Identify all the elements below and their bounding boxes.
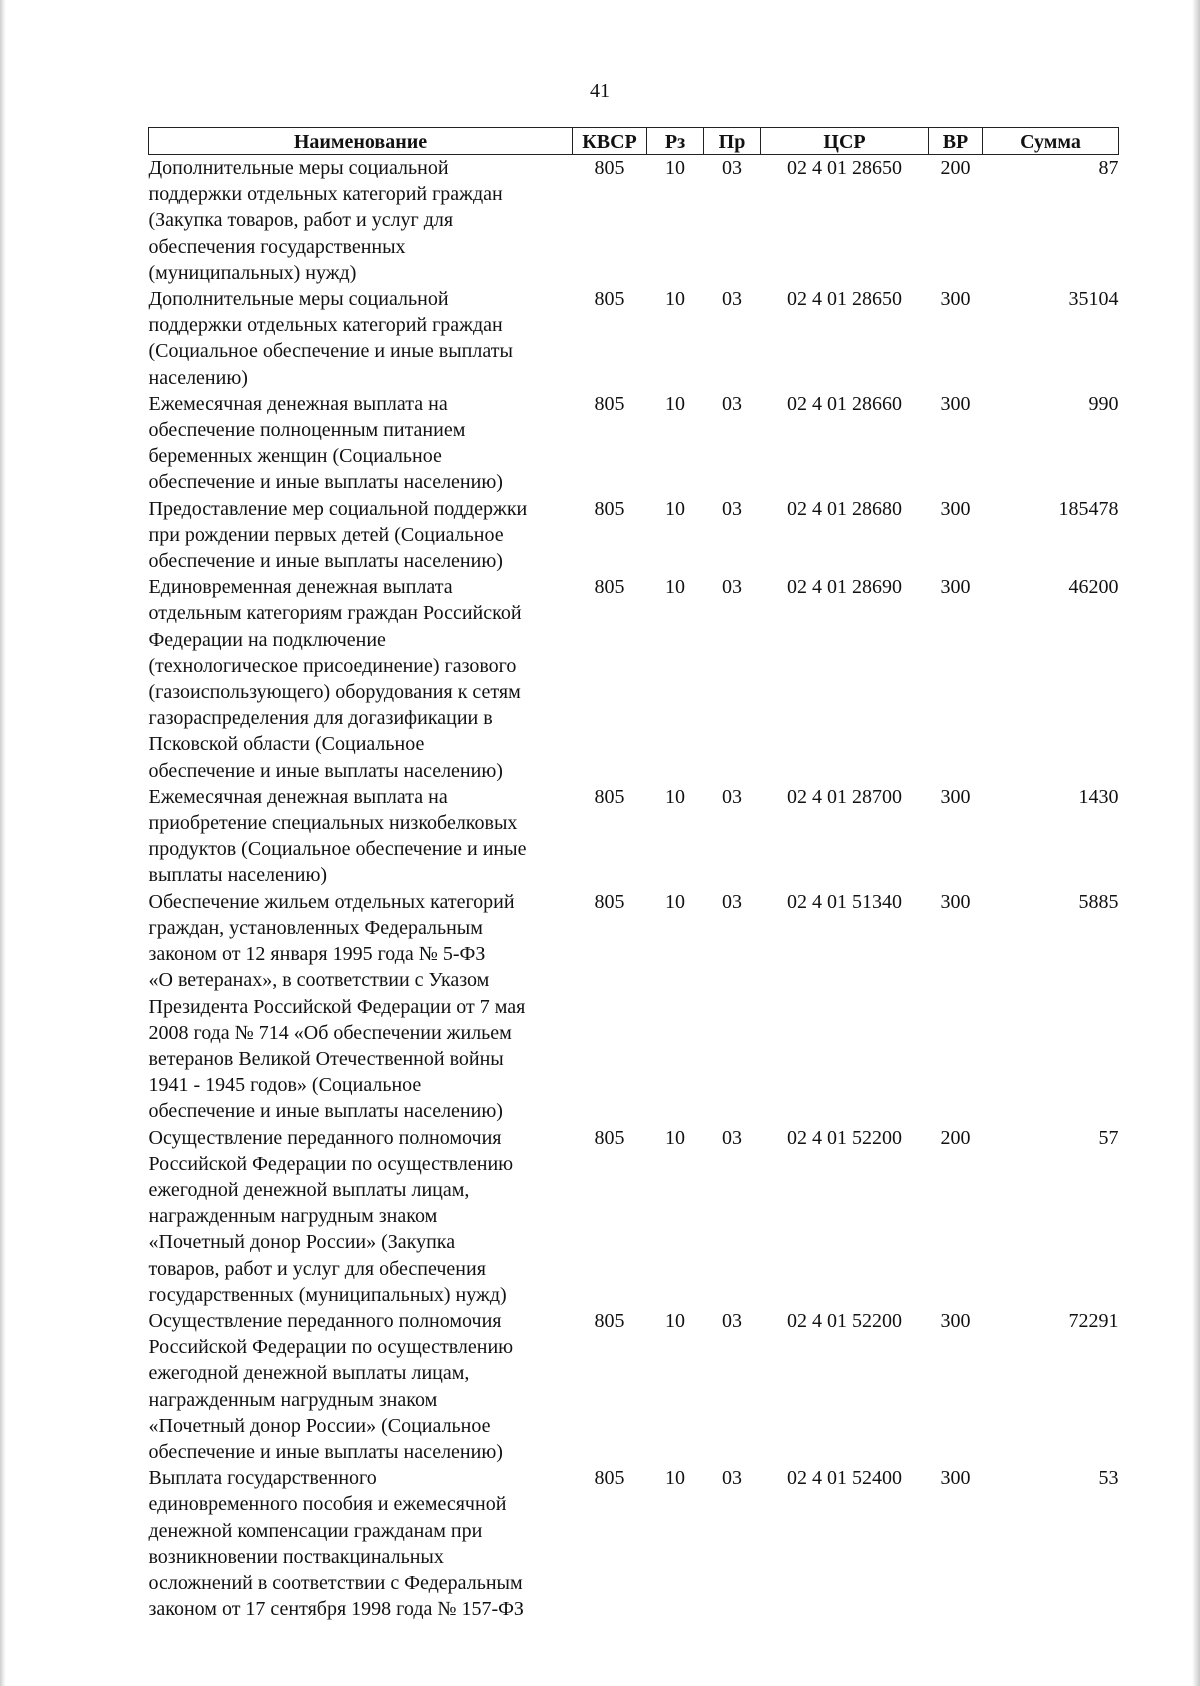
cell-kvsr: 805 (594, 157, 625, 179)
name-line: при рождении первых детей (Социальное (148, 523, 504, 546)
cell-csr: 02 4 01 28660 (787, 392, 902, 415)
name-line: Осуществление переданного полномочия (148, 1309, 502, 1332)
scan-edge-right (1192, 0, 1200, 1686)
cell-sum: 72291 (1068, 1309, 1119, 1332)
table-row (149, 784, 1119, 889)
name-line: награжденным нагрудным знаком (148, 1205, 438, 1228)
name-line: обеспечение и иные выплаты населению) (148, 1440, 503, 1463)
cell-pr: 03 (722, 497, 742, 520)
name-line: законом от 12 января 1995 года № 5-ФЗ (148, 943, 486, 966)
name-line: (Социальное обеспечение и иные выплаты (148, 340, 513, 363)
name-line: ежегодной денежной выплаты лицам, (148, 1362, 470, 1385)
budget-table (148, 127, 1119, 1622)
table-body (149, 155, 1119, 1623)
scan-edge-left (0, 0, 6, 1686)
cell-sum: 990 (1088, 392, 1119, 415)
name-line: Российской Федерации по осуществлению (148, 1336, 514, 1359)
cell-sum: 87 (1098, 157, 1119, 179)
name-line: ежегодной денежной выплаты лицам, (148, 1178, 470, 1201)
name-line: (газоиспользующего) оборудования к сетям (148, 681, 521, 704)
cell-pr: 03 (722, 288, 742, 311)
cell-kvsr: 805 (594, 497, 625, 520)
table-row (149, 889, 1119, 1125)
cell-pr: 03 (722, 890, 742, 913)
name-line: ветеранов Великой Отечественной войны (148, 1047, 504, 1070)
table-header-row (149, 128, 1119, 155)
cell-name (149, 1308, 573, 1465)
name-line: обеспечение полноценным питанием (148, 419, 466, 442)
cell-name (149, 889, 573, 1125)
cell-name (149, 574, 573, 784)
name-line: Дополнительные меры социальной (148, 157, 449, 179)
cell-name (149, 391, 573, 496)
header-kvsr: КВСР (573, 128, 647, 155)
header-rz: Рз (647, 128, 704, 155)
cell-vr: 300 (940, 392, 971, 415)
header-pr: Пр (704, 128, 761, 155)
name-line: граждан, установленных Федеральным (148, 916, 483, 939)
cell-pr: 03 (722, 1126, 742, 1149)
name-line: 1941 - 1945 годов» (Социальное (148, 1074, 422, 1097)
table-row (149, 155, 1119, 287)
cell-vr: 300 (940, 1467, 971, 1490)
cell-csr: 02 4 01 28700 (787, 785, 902, 808)
header-vr: ВР (929, 128, 983, 155)
name-line: (муниципальных) нужд) (148, 261, 357, 284)
name-line: Предоставление мер социальной поддержки (148, 497, 528, 520)
name-line: Псковской области (Социальное (148, 733, 425, 756)
name-line: беременных женщин (Социальное (148, 445, 442, 468)
cell-vr: 300 (940, 497, 971, 520)
cell-rz: 10 (665, 576, 685, 599)
cell-kvsr: 805 (594, 1126, 625, 1149)
cell-rz: 10 (665, 785, 685, 808)
name-line: газораспределения для догазификации в (148, 707, 493, 730)
cell-pr: 03 (722, 392, 742, 415)
cell-vr: 300 (940, 785, 971, 808)
cell-rz: 10 (665, 1309, 685, 1332)
table-row (149, 1308, 1119, 1465)
name-line: населению) (148, 366, 248, 389)
name-line: единовременного пособия и ежемесячной (148, 1493, 507, 1516)
cell-rz: 10 (665, 1126, 685, 1149)
cell-vr: 200 (940, 1126, 971, 1149)
cell-sum: 185478 (1058, 497, 1119, 520)
name-line: Федерации на подключение (148, 628, 386, 651)
cell-csr: 02 4 01 52200 (787, 1309, 902, 1332)
cell-csr: 02 4 01 28650 (787, 157, 902, 179)
name-line: обеспечения государственных (148, 235, 406, 258)
cell-kvsr: 805 (594, 890, 625, 913)
name-line: государственных (муниципальных) нужд) (148, 1283, 507, 1306)
cell-kvsr: 805 (594, 1467, 625, 1490)
cell-rz: 10 (665, 392, 685, 415)
name-line: денежной компенсации гражданам при (148, 1519, 483, 1542)
name-line: 2008 года № 714 «Об обеспечении жильем (148, 1021, 512, 1044)
cell-rz: 10 (665, 497, 685, 520)
cell-rz: 10 (665, 288, 685, 311)
cell-vr: 300 (940, 1309, 971, 1332)
table-row (149, 1465, 1119, 1622)
name-line: Выплата государственного (148, 1467, 377, 1490)
name-line: обеспечение и иные выплаты населению) (148, 550, 503, 573)
cell-name (149, 1125, 573, 1308)
name-line: осложнений в соответствии с Федеральным (148, 1571, 523, 1594)
table-row (149, 286, 1119, 391)
cell-vr: 200 (940, 157, 971, 179)
name-line: награжденным нагрудным знаком (148, 1388, 438, 1411)
name-line: товаров, работ и услуг для обеспечения (148, 1257, 486, 1280)
cell-rz: 10 (665, 890, 685, 913)
name-line: продуктов (Социальное обеспечение и иные (148, 838, 527, 861)
name-line: отдельным категориям граждан Российской (148, 602, 522, 625)
name-line: Президента Российской Федерации от 7 мая (148, 995, 526, 1018)
cell-csr: 02 4 01 28680 (787, 497, 902, 520)
name-line: Ежемесячная денежная выплата на (148, 785, 448, 808)
cell-sum: 35104 (1068, 288, 1119, 311)
name-line: возникновении поствакцинальных (148, 1545, 444, 1568)
name-line: Обеспечение жильем отдельных категорий (148, 890, 515, 913)
page-number: 41 (590, 80, 610, 102)
cell-sum: 5885 (1078, 890, 1119, 913)
name-line: обеспечение и иные выплаты населению) (148, 759, 503, 782)
cell-sum: 1430 (1078, 785, 1119, 808)
cell-pr: 03 (722, 785, 742, 808)
cell-pr: 03 (722, 576, 742, 599)
table-row (149, 574, 1119, 784)
name-line: выплаты населению) (148, 864, 328, 887)
name-line: приобретение специальных низкобелковых (148, 812, 518, 835)
cell-sum: 57 (1098, 1126, 1119, 1149)
cell-pr: 03 (722, 1467, 742, 1490)
name-line: поддержки отдельных категорий граждан (148, 183, 503, 206)
header-sum: Сумма (983, 128, 1119, 155)
cell-name (149, 496, 573, 575)
cell-vr: 300 (940, 890, 971, 913)
cell-name (149, 784, 573, 889)
name-line: Российской Федерации по осуществлению (148, 1152, 514, 1175)
cell-vr: 300 (940, 288, 971, 311)
header-csr: ЦСР (761, 128, 929, 155)
cell-name (149, 1465, 573, 1622)
cell-csr: 02 4 01 28690 (787, 576, 902, 599)
table-row (149, 496, 1119, 575)
name-line: обеспечение и иные выплаты населению) (148, 471, 503, 494)
cell-kvsr: 805 (594, 392, 625, 415)
cell-rz: 10 (665, 1467, 685, 1490)
cell-kvsr: 805 (594, 785, 625, 808)
table-row (149, 1125, 1119, 1308)
name-line: законом от 17 сентября 1998 года № 157-ФЗ (148, 1598, 524, 1621)
table-row (149, 391, 1119, 496)
name-line: обеспечение и иные выплаты населению) (148, 1100, 503, 1123)
header-name: Наименование (149, 128, 573, 155)
cell-csr: 02 4 01 51340 (787, 890, 902, 913)
name-line: (технологическое присоединение) газового (148, 654, 517, 677)
cell-sum: 53 (1098, 1467, 1119, 1490)
name-line: Единовременная денежная выплата (148, 576, 453, 599)
cell-kvsr: 805 (594, 576, 625, 599)
name-line: Осуществление переданного полномочия (148, 1126, 502, 1149)
name-line: (Закупка товаров, работ и услуг для (148, 209, 454, 232)
cell-pr: 03 (722, 1309, 742, 1332)
cell-name (149, 286, 573, 391)
cell-name (149, 155, 573, 287)
name-line: Ежемесячная денежная выплата на (148, 392, 448, 415)
cell-kvsr: 805 (594, 288, 625, 311)
name-line: «О ветеранах», в соответствии с Указом (148, 969, 490, 992)
cell-kvsr: 805 (594, 1309, 625, 1332)
cell-pr: 03 (722, 157, 742, 179)
name-line: «Почетный донор России» (Закупка (148, 1231, 456, 1254)
name-line: «Почетный донор России» (Социальное (148, 1414, 491, 1437)
name-line: поддержки отдельных категорий граждан (148, 314, 503, 337)
cell-rz: 10 (665, 157, 685, 179)
name-line: Дополнительные меры социальной (148, 288, 449, 311)
cell-csr: 02 4 01 28650 (787, 288, 902, 311)
cell-csr: 02 4 01 52200 (787, 1126, 902, 1149)
cell-vr: 300 (940, 576, 971, 599)
cell-sum: 46200 (1068, 576, 1119, 599)
cell-csr: 02 4 01 52400 (787, 1467, 902, 1490)
